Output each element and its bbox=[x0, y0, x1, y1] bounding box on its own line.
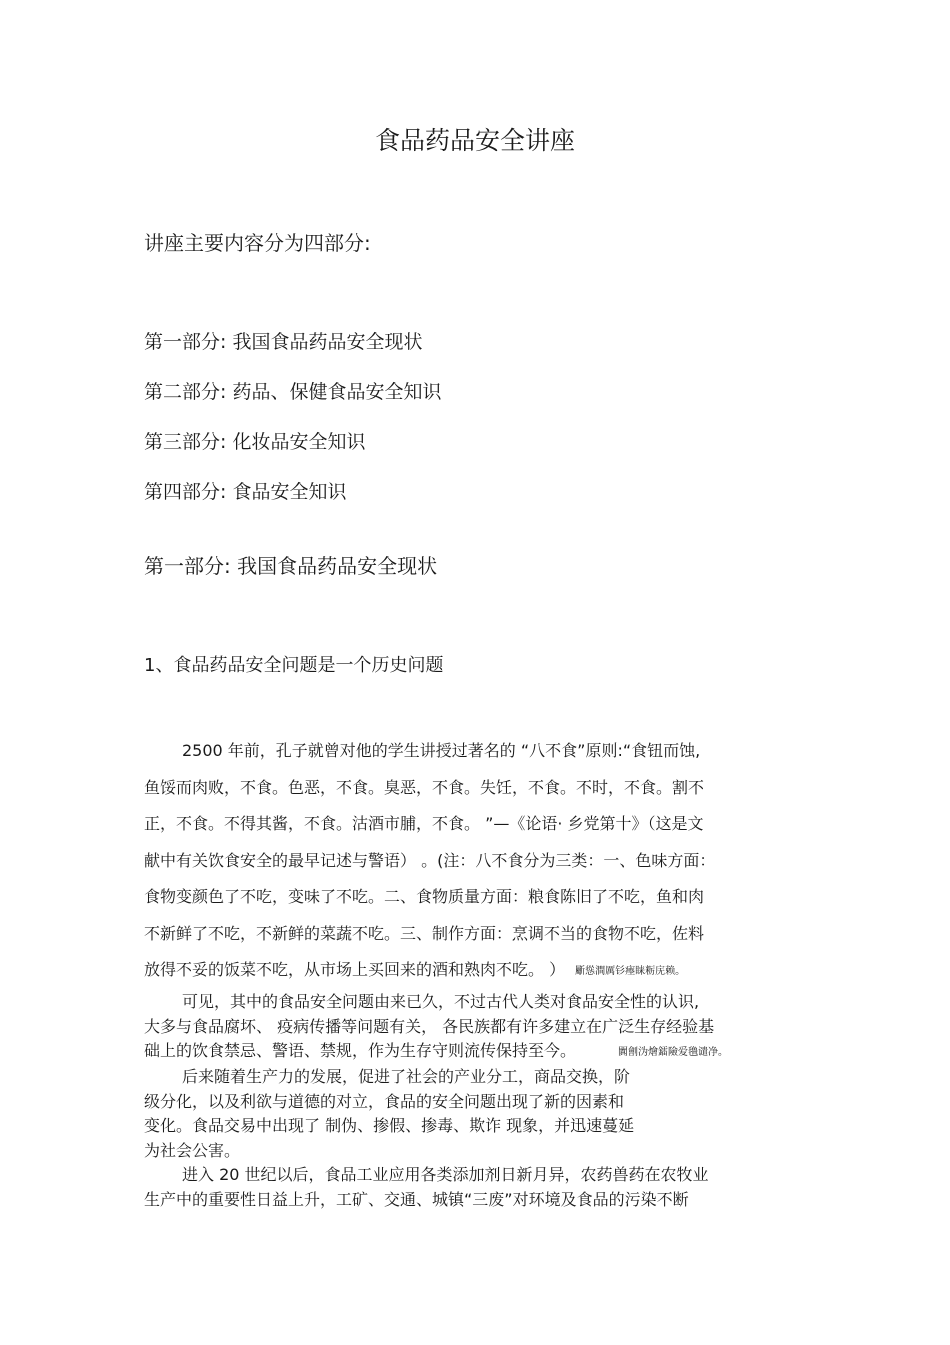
subheading: 1、食品药品安全问题是一个历史问题 bbox=[144, 655, 444, 676]
garbled-watermark-text: 斸慫澗厲钐瘞睐粝庑赖。 bbox=[575, 966, 686, 977]
paragraph-line: 后来随着生产力的发展，促进了社会的产业分工，商品交换，阶 bbox=[182, 1067, 631, 1086]
paragraph-confucius bbox=[144, 733, 814, 989]
paragraph-line bbox=[144, 1039, 824, 1064]
paragraph-line: 不新鲜了不吃，不新鲜的菜蔬不吃。三、制作方面：烹调不当的食物不吃，佐料 bbox=[144, 923, 705, 943]
paragraph-line: 为社会公害。 bbox=[144, 1140, 241, 1160]
toc-item: 第三部分: 化妆品安全知识 bbox=[144, 431, 366, 453]
toc-item: 第一部分: 我国食品药品安全现状 bbox=[144, 331, 423, 353]
section-heading: 第一部分: 我国食品药品安全现状 bbox=[144, 554, 438, 578]
paragraph-line: 变化。食品交易中出现了 制伪、掺假、掺毒、欺诈 现象，并迅速蔓延 bbox=[144, 1116, 635, 1135]
toc-item: 第二部分: 药品、保健食品安全知识 bbox=[144, 381, 442, 403]
table-of-contents bbox=[144, 328, 441, 528]
paragraph-line: 献中有关饮食安全的最早记述与警语） 。(注：八不食分为三类：一、色味方面： bbox=[144, 850, 716, 870]
paragraph-line: 生产中的重要性日益上升，工矿、交通、城镇“三废”对环境及食品的污染不断 bbox=[144, 1189, 689, 1209]
paragraph-20th-century bbox=[144, 1163, 824, 1212]
paragraph-line: 正，不食。不得其酱，不食。沽酒市脯，不食。 ”—《论语· 乡党第十》（这是文 bbox=[144, 814, 704, 833]
paragraph-line: 食物变颜色了不吃，变味了不吃。二、食物质量方面：粮食陈旧了不吃，鱼和肉 bbox=[144, 887, 705, 906]
paragraph-line: 2500 年前，孔子就曾对他的学生讲授过著名的 “八不食”原则:“食钮而蚀, bbox=[182, 741, 701, 760]
paragraph-line: 鱼馁而肉败，不食。色恶，不食。臭恶，不食。失饪，不食。不时，不食。割不 bbox=[144, 777, 705, 797]
paragraph-line: 可见，其中的食品安全问题由来已久，不过古代人类对食品安全性的认识, bbox=[182, 992, 700, 1011]
toc-item: 第四部分: 食品安全知识 bbox=[144, 481, 347, 503]
paragraph-line-text: 础上的饮食禁忌、警语、禁规，作为生存守则流传保持至今。 bbox=[144, 1041, 577, 1060]
paragraph-productivity bbox=[144, 1065, 824, 1163]
paragraph-line: 进入 20 世纪以后，食品工业应用各类添加剂日新月异，农药兽药在农牧业 bbox=[182, 1165, 709, 1184]
paragraph-line: 级分化，以及利欲与道德的对立，食品的安全问题出现了新的因素和 bbox=[144, 1091, 625, 1111]
paragraph-line-text: 放得不妥的饭菜不吃，从市场上买回来的酒和熟肉不吃。 ） bbox=[144, 960, 566, 979]
paragraph-line bbox=[144, 952, 814, 989]
garbled-watermark-text: 闐劊沩燴鐳險爱氇谴净。 bbox=[618, 1047, 729, 1058]
paragraph-line: 大多与食品腐坏、 疫病传播等问题有关， 各民族都有许多建立在广泛生存经验基 bbox=[144, 1016, 715, 1036]
page-title: 食品药品安全讲座 bbox=[374, 126, 575, 155]
intro-text: 讲座主要内容分为四部分: bbox=[144, 231, 371, 255]
paragraph-history bbox=[144, 990, 824, 1064]
